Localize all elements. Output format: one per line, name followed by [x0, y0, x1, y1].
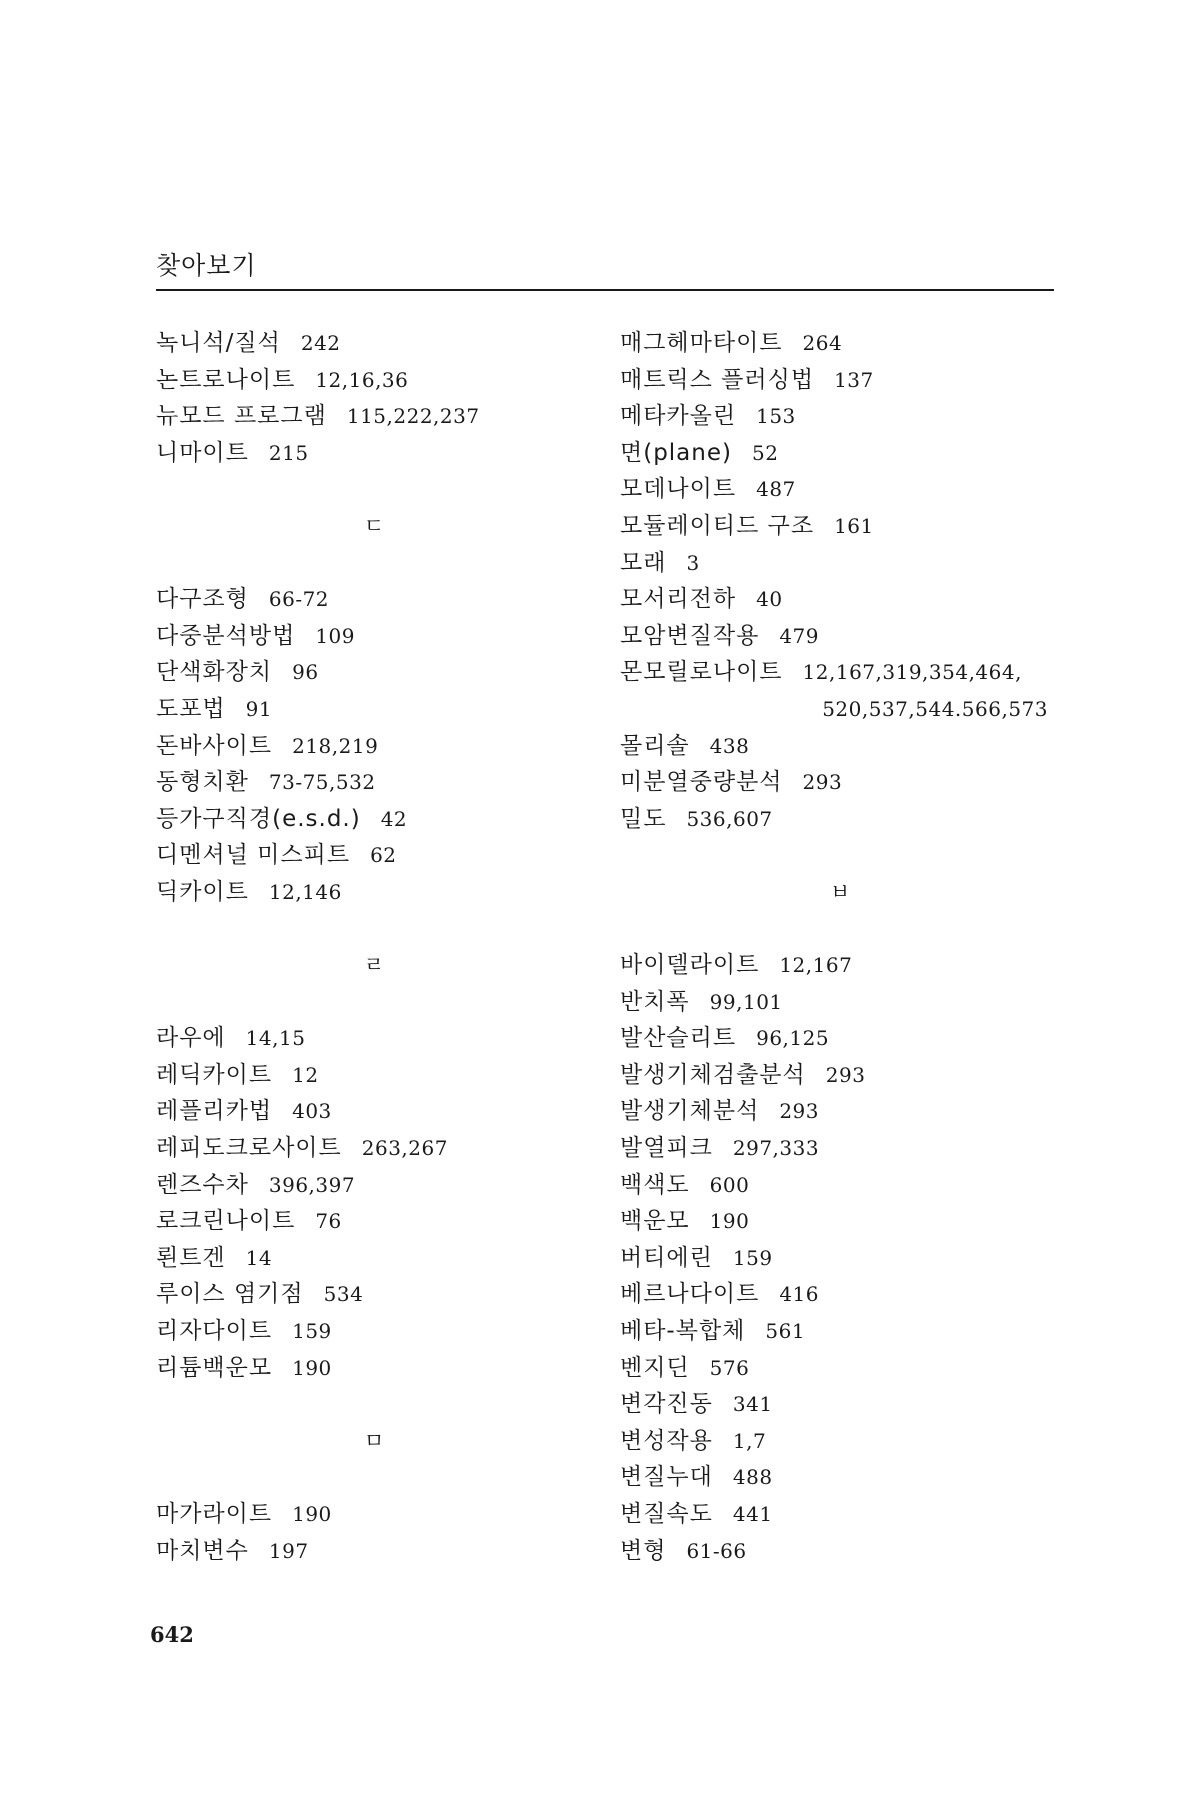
index-entry-term: 리튬백운모 [156, 1354, 273, 1381]
index-entry [156, 1130, 586, 1167]
index-entry-pages: 3 [686, 550, 700, 575]
index-entry [620, 1130, 1060, 1167]
index-entry [620, 1203, 1060, 1240]
index-entry [156, 1057, 586, 1094]
index-entry-term: 레플리카법 [156, 1098, 273, 1125]
index-entry [156, 1276, 586, 1313]
index-entry-pages: 293 [825, 1062, 866, 1087]
index-entry [620, 618, 1060, 655]
index-entry-pages: 99,101 [709, 989, 783, 1014]
index-entry-term: 뢴트겐 [156, 1244, 226, 1271]
index-entry-pages: 534 [323, 1282, 364, 1307]
blank-row [156, 984, 586, 1021]
index-entry-pages: 242 [300, 331, 341, 355]
index-entry [620, 435, 1060, 472]
section-heading: ㄹ [363, 953, 385, 978]
index-entry [620, 1057, 1060, 1094]
index-entry-pages: 600 [709, 1172, 750, 1197]
index-entry-pages: 115,222,237 [346, 404, 480, 429]
index-column-left [156, 325, 586, 1569]
index-entry-term: 모데나이트 [620, 476, 737, 503]
index-entry-term: 밀도 [620, 805, 667, 832]
index-entry-term: 레딕카이트 [156, 1061, 273, 1088]
index-entry-term: 변형 [620, 1537, 667, 1564]
index-entry [620, 581, 1060, 618]
index-entry [156, 398, 586, 435]
index-entry-pages: 576 [709, 1355, 750, 1380]
index-entry [156, 1093, 586, 1130]
index-entry-pages: 403 [292, 1099, 332, 1124]
index-entry-term: 디멘셔널 미스피트 [156, 842, 351, 869]
index-entry [620, 362, 1060, 399]
index-entry-term: 백색도 [620, 1171, 690, 1198]
index-entry-term: 동형치환 [156, 769, 249, 796]
index-entry [156, 691, 586, 728]
blank-row [156, 911, 586, 948]
index-entry [620, 947, 1060, 984]
index-entry-term: 몬모릴로나이트 [620, 659, 783, 686]
blank-row [620, 837, 1060, 874]
index-entry [620, 654, 1060, 691]
index-entry [620, 545, 1060, 582]
index-entry-pages: 341 [732, 1392, 773, 1417]
index-entry-pages: 441 [732, 1502, 773, 1526]
index-entry-continuation [620, 691, 1060, 728]
index-entry-pages: 73-75,532 [268, 770, 376, 795]
index-entry-pages: 40 [756, 587, 783, 612]
index-entry-pages: 12,167,319,354,464, [802, 660, 1022, 685]
index-entry [156, 1167, 586, 1204]
index-entry-term: 발산슬리트 [620, 1025, 737, 1052]
index-entry [156, 728, 586, 765]
index-column-right [620, 325, 1060, 1569]
index-entry [620, 1459, 1060, 1496]
index-entry-pages: 91 [245, 696, 273, 721]
index-entry-pages: 263,267 [361, 1136, 448, 1161]
index-entry [620, 801, 1060, 838]
index-entry-term: 변성작용 [620, 1427, 713, 1454]
index-entry-pages: 487 [756, 477, 796, 502]
index-entry [156, 1350, 586, 1387]
index-entry-term: 등가구직경(e.s.d.) [156, 805, 361, 832]
index-entry [156, 1020, 586, 1057]
index-entry [620, 325, 1060, 362]
header-divider [156, 289, 1054, 291]
index-entry-term: 반치폭 [620, 988, 690, 1015]
index-entry [620, 728, 1060, 765]
index-entry [620, 1167, 1060, 1204]
index-entry [620, 1350, 1060, 1387]
index-entry-term: 딕카이트 [156, 878, 249, 905]
blank-row [156, 1386, 586, 1423]
index-entry-term: 발생기체검출분석 [620, 1061, 806, 1088]
index-entry [156, 837, 586, 874]
index-entry-term: 루이스 염기점 [156, 1281, 304, 1308]
index-entry-term: 로크린나이트 [156, 1208, 296, 1235]
index-entry-pages: 109 [315, 623, 355, 648]
index-entry-term: 발생기체분석 [620, 1098, 760, 1125]
index-entry-term: 단색화장치 [156, 659, 273, 686]
index-entry-pages: 1,7 [732, 1428, 767, 1453]
index-entry-term: 뉴모드 프로그램 [156, 403, 327, 430]
index-entry-pages: 12,146 [268, 879, 342, 904]
blank-row [156, 1459, 586, 1496]
index-entry-term: 바이델라이트 [620, 952, 760, 979]
index-entry-pages: 218,219 [292, 733, 379, 758]
index-entry [156, 764, 586, 801]
index-entry-term: 베타-복합체 [620, 1318, 746, 1345]
index-entry-term: 베르나다이트 [620, 1281, 760, 1308]
index-entry-term: 도포법 [156, 695, 226, 722]
section-heading: ㄷ [363, 513, 385, 538]
index-entry-term: 변각진동 [620, 1391, 713, 1418]
index-entry-pages: 561 [765, 1319, 806, 1344]
index-entry-term: 렌즈수차 [156, 1171, 249, 1198]
index-entry-pages: 12 [292, 1062, 319, 1087]
index-entry [620, 1496, 1060, 1533]
index-entry-term: 다구조형 [156, 586, 249, 613]
index-entry-term: 변질누대 [620, 1464, 713, 1491]
blank-row [156, 545, 586, 582]
index-entry-pages: 396,397 [268, 1172, 356, 1197]
index-entry-pages: 197 [268, 1538, 309, 1563]
index-entry [156, 874, 586, 911]
index-entry-term: 모래 [620, 549, 667, 576]
section-heading: ㅂ [829, 879, 851, 904]
index-entry-term: 마가라이트 [156, 1501, 273, 1527]
index-entry-term: 니마이트 [156, 439, 249, 466]
index-entry [620, 984, 1060, 1021]
index-entry [620, 1313, 1060, 1350]
index-entry [620, 1533, 1060, 1570]
index-entry-pages: 438 [709, 733, 750, 758]
index-entry-pages: 66-72 [268, 587, 330, 612]
index-entry [156, 1203, 586, 1240]
index-entry-term: 메타카올린 [620, 403, 737, 430]
index-entry [156, 1313, 586, 1350]
index-entry-pages: 42 [380, 806, 408, 831]
index-entry-term: 논트로나이트 [156, 366, 296, 393]
index-entry-pages: 153 [756, 404, 796, 429]
index-entry-pages: 416 [779, 1282, 819, 1307]
index-entry-term: 변질속도 [620, 1501, 713, 1527]
index-entry-pages: 12,16,36 [315, 367, 409, 392]
index-entry-pages: 536,607 [686, 806, 773, 831]
index-entry-pages: 161 [834, 513, 874, 538]
index-entry [620, 508, 1060, 545]
index-entry-term: 버티에린 [620, 1244, 713, 1271]
index-entry [156, 1496, 586, 1533]
index-entry-term: 리자다이트 [156, 1318, 273, 1345]
index-entry [620, 1386, 1060, 1423]
index-entry-term: 미분열중량분석 [620, 769, 783, 796]
index-entry [156, 618, 586, 655]
index-entry-term: 발열피크 [620, 1135, 713, 1162]
index-entry [620, 1240, 1060, 1277]
index-entry [156, 325, 586, 362]
index-entry [156, 654, 586, 691]
index-entry-pages: 137 [834, 367, 874, 392]
index-entry [156, 435, 586, 472]
index-entry-pages: 190 [709, 1209, 750, 1234]
index-entry [620, 471, 1060, 508]
index-entry [620, 764, 1060, 801]
index-entry [620, 1423, 1060, 1460]
page-header-title: 찾아보기 [156, 251, 257, 280]
index-entry-term: 다중분석방법 [156, 622, 296, 649]
index-entry-term: 레피도크로사이트 [156, 1135, 342, 1162]
index-entry [620, 1020, 1060, 1057]
index-entry-pages: 96 [292, 660, 319, 685]
blank-row [156, 471, 586, 508]
index-entry-pages: 488 [732, 1465, 773, 1490]
blank-row [620, 911, 1060, 948]
index-entry [156, 1240, 586, 1277]
index-entry-term: 모서리전하 [620, 586, 737, 613]
index-entry-pages: 479 [779, 623, 819, 648]
index-entry [156, 1533, 586, 1570]
index-entry-term: 몰리솔 [620, 732, 690, 759]
index-entry-pages: 61-66 [686, 1538, 747, 1563]
index-entry-pages: 293 [779, 1099, 819, 1124]
index-entry [156, 801, 586, 838]
index-entry-term: 백운모 [620, 1208, 690, 1235]
index-entry-term: 돈바사이트 [156, 732, 273, 759]
index-entry-pages: 159 [292, 1319, 332, 1344]
index-entry-term: 벤지딘 [620, 1354, 690, 1381]
index-entry [156, 362, 586, 399]
index-entry-pages: 52 [751, 440, 779, 465]
index-entry-pages: 62 [370, 843, 397, 868]
index-entry-term: 라우에 [156, 1025, 226, 1052]
section-heading: ㅁ [363, 1428, 385, 1453]
index-entry-pages: 96,125 [756, 1026, 830, 1051]
index-entry-pages: 293 [802, 770, 843, 795]
index-entry-term: 면(plane) [620, 439, 732, 466]
index-entry-pages: 76 [315, 1209, 342, 1234]
index-entry-term: 매그헤마타이트 [620, 330, 783, 356]
index-entry [620, 1276, 1060, 1313]
index-entry-pages: 14 [245, 1245, 273, 1270]
index-entry-pages: 215 [268, 440, 309, 465]
page-number: 642 [150, 1622, 194, 1647]
index-entry-pages: 297,333 [732, 1136, 820, 1161]
index-entry-term: 모암변질작용 [620, 622, 760, 649]
index-entry-pages: 190 [292, 1355, 332, 1380]
index-entry-term: 녹니석/질석 [156, 330, 281, 356]
index-entry-pages: 159 [732, 1245, 773, 1270]
index-entry-pages: 14,15 [245, 1026, 306, 1051]
index-entry-term: 매트릭스 플러싱법 [620, 366, 815, 393]
index-entry-term: 마치변수 [156, 1537, 249, 1564]
index-entry [620, 398, 1060, 435]
index-entry-pages: 520,537,544.566,573 [822, 696, 1048, 721]
index-entry-pages: 264 [802, 331, 843, 355]
index-entry-term: 모듈레이티드 구조 [620, 512, 815, 539]
index-entry [156, 581, 586, 618]
index-entry [620, 1093, 1060, 1130]
index-entry-pages: 12,167 [779, 953, 853, 978]
index-entry-pages: 190 [292, 1502, 332, 1526]
